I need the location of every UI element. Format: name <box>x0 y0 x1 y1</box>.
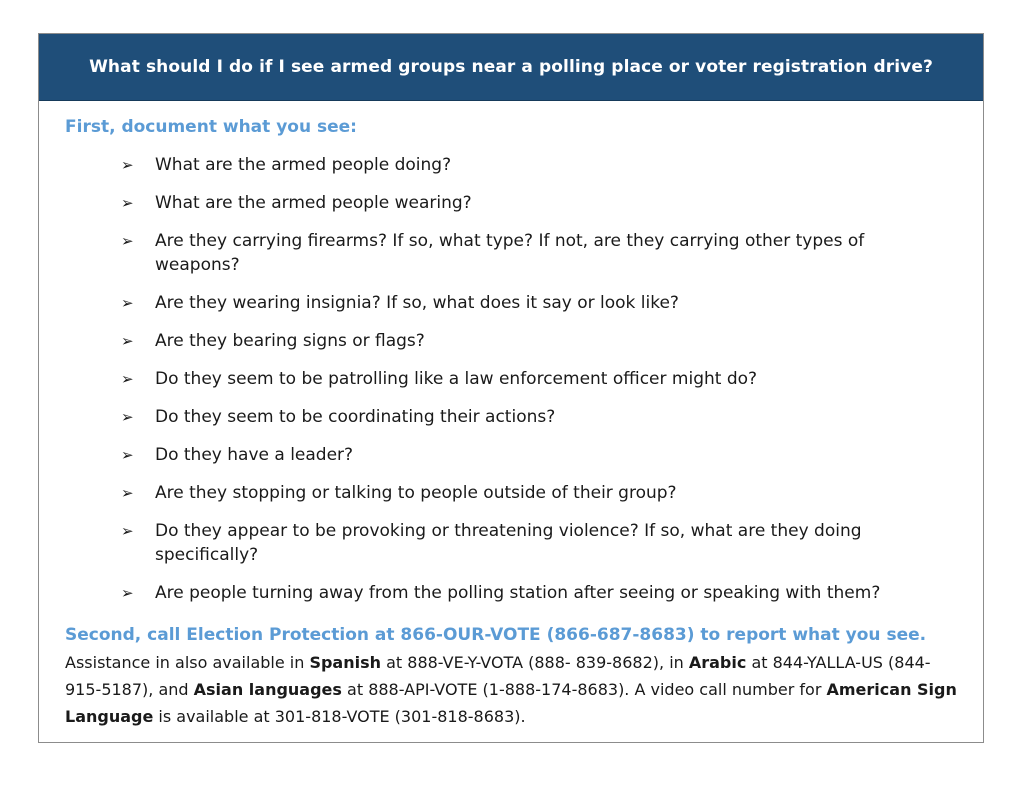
arrow-bullet-icon: ➢ <box>121 232 134 250</box>
question-text: Are they stopping or talking to people outside of their group? <box>155 483 677 503</box>
assistance-paragraph <box>65 649 957 730</box>
question-text: Are they wearing insignia? If so, what does it say or look like? <box>155 293 679 313</box>
card-header <box>39 34 983 101</box>
arrow-bullet-icon: ➢ <box>121 156 134 174</box>
question-text: Do they appear to be provoking or threatening violence? If so, what are they doing specifically? <box>155 521 862 565</box>
assistance-text-1: Assistance in also available in <box>65 653 310 672</box>
second-section-heading: Second, call Election Protection at 866-OUR-VOTE (866-687-8683) to report what you see. <box>65 625 927 645</box>
arrow-bullet-icon: ➢ <box>121 522 134 540</box>
question-list <box>65 153 957 605</box>
question-text: What are the armed people wearing? <box>155 193 472 213</box>
question-text: Are they bearing signs or flags? <box>155 331 425 351</box>
assistance-text-4: at 888-API-VOTE (1-888-174-8683). A video call number for <box>341 680 827 699</box>
info-card <box>38 33 984 743</box>
first-section-heading: First, document what you see: <box>65 117 357 137</box>
card-title: What should I do if I see armed groups near a polling place or voter registration drive? <box>89 57 933 77</box>
assistance-spanish: Spanish <box>309 653 382 672</box>
question-text: What are the armed people doing? <box>155 155 452 175</box>
question-item <box>121 367 957 391</box>
question-item <box>121 519 957 567</box>
question-item <box>121 229 957 277</box>
question-text: Do they seem to be patrolling like a law enforcement officer might do? <box>155 369 758 389</box>
arrow-bullet-icon: ➢ <box>121 370 134 388</box>
question-item <box>121 581 957 605</box>
question-item <box>121 329 957 353</box>
assistance-text-3: at 844-YALLA-US (844-915-5187), and <box>65 653 931 699</box>
arrow-bullet-icon: ➢ <box>121 446 134 464</box>
question-text: Do they seem to be coordinating their actions? <box>155 407 556 427</box>
arrow-bullet-icon: ➢ <box>121 194 134 212</box>
assistance-arabic: Arabic <box>688 653 747 672</box>
question-item <box>121 405 957 429</box>
card-body <box>39 101 983 730</box>
arrow-bullet-icon: ➢ <box>121 484 134 502</box>
assistance-text-5: is available at 301-818-VOTE (301-818-8683). <box>153 707 526 726</box>
arrow-bullet-icon: ➢ <box>121 584 134 602</box>
question-text: Do they have a leader? <box>155 445 354 465</box>
arrow-bullet-icon: ➢ <box>121 332 134 350</box>
question-item <box>121 291 957 315</box>
assistance-asl: American Sign Language <box>65 680 957 726</box>
arrow-bullet-icon: ➢ <box>121 408 134 426</box>
question-item <box>121 191 957 215</box>
assistance-text-2: at 888-VE-Y-VOTA (888- 839-8682), in <box>381 653 689 672</box>
assistance-asian: Asian languages <box>193 680 342 699</box>
arrow-bullet-icon: ➢ <box>121 294 134 312</box>
question-text: Are they carrying firearms? If so, what type? If not, are they carrying other types of weapons? <box>155 231 865 275</box>
question-item <box>121 443 957 467</box>
question-text: Are people turning away from the polling station after seeing or speaking with them? <box>155 583 881 603</box>
question-item <box>121 481 957 505</box>
question-item <box>121 153 957 177</box>
